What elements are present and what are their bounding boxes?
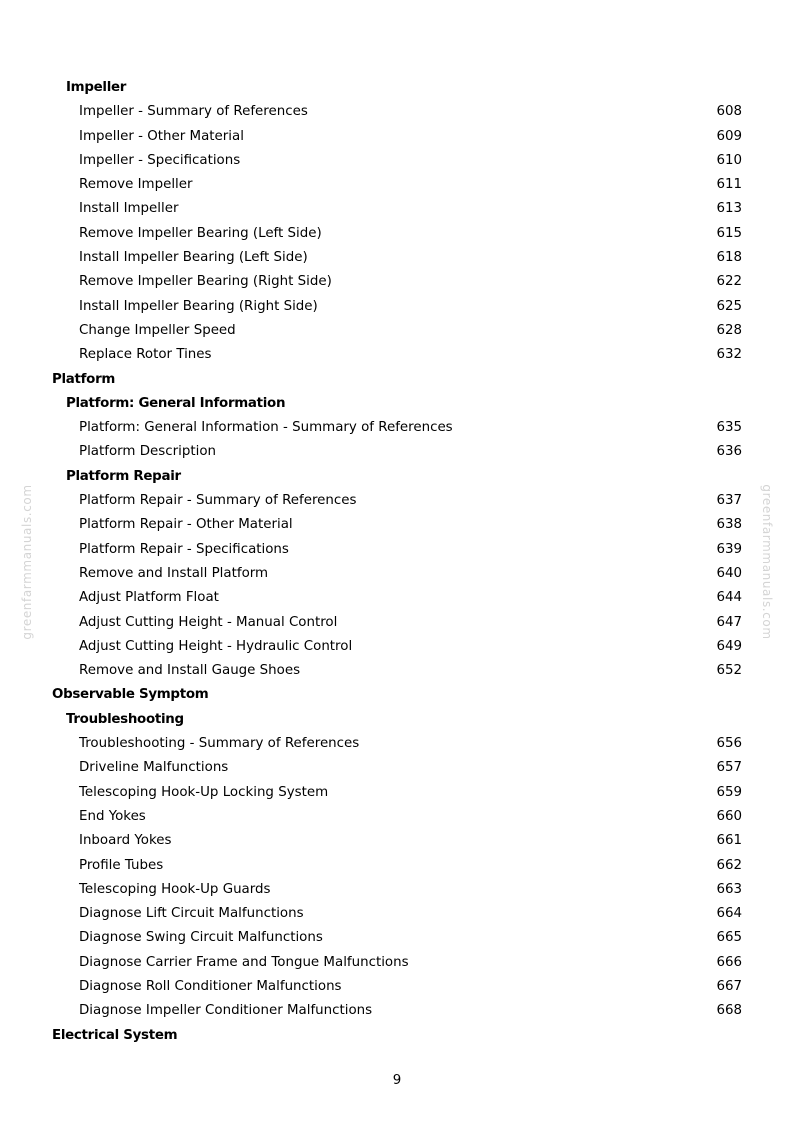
toc-entry[interactable]: [0, 854, 794, 878]
toc-section: [0, 76, 794, 100]
toc-page-number[interactable]: 657: [716, 760, 742, 776]
toc-entry-title[interactable]: Remove and Install Gauge Shoes: [79, 663, 301, 679]
watermark-right: greenfarmmanuals.com: [760, 484, 774, 640]
toc-entry[interactable]: [0, 611, 794, 635]
toc-entry-title[interactable]: Replace Rotor Tines: [79, 347, 212, 363]
toc-page-number[interactable]: 609: [716, 128, 742, 144]
table-of-contents: [0, 76, 794, 1048]
toc-section-title: Platform Repair: [66, 468, 181, 484]
toc-page-number[interactable]: 628: [716, 322, 742, 338]
toc-page-number[interactable]: 636: [716, 444, 742, 460]
toc-entry[interactable]: [0, 173, 794, 197]
toc-entry-title[interactable]: Adjust Platform Float: [79, 590, 219, 606]
toc-entry[interactable]: [0, 586, 794, 610]
toc-page-number[interactable]: 668: [716, 1003, 742, 1019]
toc-page-number[interactable]: 662: [716, 857, 742, 873]
toc-entry-title[interactable]: Adjust Cutting Height - Hydraulic Control: [79, 638, 353, 654]
toc-section: [0, 392, 794, 416]
toc-entry[interactable]: [0, 125, 794, 149]
toc-page-number[interactable]: 637: [716, 493, 742, 509]
toc-chapter-title: Observable Symptom: [52, 687, 209, 703]
toc-entry[interactable]: [0, 149, 794, 173]
toc-entry-title[interactable]: Troubleshooting - Summary of References: [79, 736, 360, 752]
toc-page-number[interactable]: 647: [716, 614, 742, 630]
toc-page-number[interactable]: 610: [716, 152, 742, 168]
toc-section-title: Impeller: [66, 80, 127, 95]
toc-page-number[interactable]: 611: [716, 177, 742, 193]
toc-entry[interactable]: [0, 489, 794, 513]
toc-entry-title[interactable]: Platform Description: [79, 444, 216, 460]
toc-entry[interactable]: [0, 538, 794, 562]
toc-entry-title[interactable]: Diagnose Impeller Conditioner Malfunctions: [79, 1003, 373, 1019]
toc-entry[interactable]: [0, 999, 794, 1023]
toc-entry-title[interactable]: Telescoping Hook-Up Guards: [79, 881, 271, 897]
toc-entry-title[interactable]: Platform Repair - Other Material: [79, 517, 293, 533]
toc-page-number[interactable]: 622: [716, 274, 742, 290]
toc-section-title: Troubleshooting: [66, 711, 184, 727]
toc-entry[interactable]: [0, 440, 794, 464]
toc-page-number[interactable]: 618: [716, 250, 742, 266]
toc-entry[interactable]: [0, 319, 794, 343]
toc-entry[interactable]: [0, 416, 794, 440]
toc-entry[interactable]: [0, 829, 794, 853]
toc-page-number[interactable]: 666: [716, 954, 742, 970]
toc-page-number[interactable]: 667: [716, 978, 742, 994]
toc-entry[interactable]: [0, 756, 794, 780]
toc-entry[interactable]: [0, 659, 794, 683]
toc-page-number[interactable]: 652: [716, 663, 742, 679]
toc-entry-title[interactable]: Remove Impeller: [79, 177, 193, 193]
toc-entry[interactable]: [0, 781, 794, 805]
toc-entry-title[interactable]: Telescoping Hook-Up Locking System: [79, 784, 329, 800]
toc-entry[interactable]: [0, 975, 794, 999]
toc-page-number[interactable]: 635: [716, 420, 742, 436]
watermark-left: greenfarmmanuals.com: [20, 484, 34, 640]
toc-entry[interactable]: [0, 246, 794, 270]
toc-entry[interactable]: [0, 270, 794, 294]
toc-page-number[interactable]: 661: [716, 833, 742, 849]
toc-entry-title[interactable]: Platform Repair - Specifications: [79, 541, 289, 557]
toc-entry-title[interactable]: Inboard Yokes: [79, 833, 172, 849]
toc-entry[interactable]: [0, 197, 794, 221]
toc-entry-title[interactable]: Impeller - Specifications: [79, 152, 241, 168]
toc-entry-title[interactable]: Diagnose Swing Circuit Malfunctions: [79, 930, 323, 946]
toc-page-number[interactable]: 625: [716, 298, 742, 314]
toc-entry[interactable]: [0, 635, 794, 659]
toc-entry[interactable]: [0, 100, 794, 124]
toc-page-number[interactable]: 660: [716, 808, 742, 824]
toc-chapter-title: Platform: [52, 371, 116, 387]
toc-entry-title[interactable]: Driveline Malfunctions: [79, 760, 229, 776]
toc-entry-title[interactable]: Profile Tubes: [79, 857, 164, 873]
toc-entry-title[interactable]: Impeller - Other Material: [79, 128, 244, 144]
toc-chapter: [0, 368, 794, 392]
toc-entry[interactable]: [0, 295, 794, 319]
toc-section: [0, 465, 794, 489]
toc-entry[interactable]: [0, 951, 794, 975]
toc-entry[interactable]: [0, 926, 794, 950]
toc-page-number[interactable]: 664: [716, 906, 742, 922]
toc-page-number[interactable]: 615: [716, 225, 742, 241]
toc-entry[interactable]: [0, 343, 794, 367]
toc-entry-title[interactable]: Change Impeller Speed: [79, 322, 236, 338]
toc-chapter: [0, 683, 794, 707]
toc-page-number[interactable]: 639: [716, 541, 742, 557]
toc-entry-title[interactable]: Diagnose Lift Circuit Malfunctions: [79, 906, 304, 922]
toc-entry-title[interactable]: Install Impeller: [79, 201, 179, 217]
toc-entry-title[interactable]: Remove and Install Platform: [79, 565, 269, 581]
toc-entry-title[interactable]: Platform Repair - Summary of References: [79, 493, 357, 509]
toc-entry-title[interactable]: Platform: General Information - Summary of References: [79, 420, 453, 436]
toc-entry[interactable]: [0, 562, 794, 586]
toc-entry-title[interactable]: Diagnose Roll Conditioner Malfunctions: [79, 978, 342, 994]
toc-section-title: Platform: General Information: [66, 395, 286, 411]
toc-entry[interactable]: [0, 513, 794, 537]
toc-entry-title[interactable]: Remove Impeller Bearing (Right Side): [79, 274, 332, 290]
toc-chapter-title: Electrical System: [52, 1027, 178, 1043]
toc-page-number[interactable]: 608: [716, 104, 742, 120]
toc-entry-title[interactable]: Install Impeller Bearing (Left Side): [79, 250, 308, 266]
toc-page-number[interactable]: 638: [716, 517, 742, 533]
toc-entry-title[interactable]: End Yokes: [79, 808, 146, 824]
toc-page-number[interactable]: 644: [716, 590, 742, 606]
toc-page-number[interactable]: 656: [716, 736, 742, 752]
toc-entry-title[interactable]: Impeller - Summary of References: [79, 104, 308, 120]
toc-page-number[interactable]: 663: [716, 881, 742, 897]
toc-entry[interactable]: [0, 805, 794, 829]
toc-page-number[interactable]: 640: [716, 565, 742, 581]
toc-page-number[interactable]: 665: [716, 930, 742, 946]
toc-section: [0, 708, 794, 732]
toc-entry[interactable]: [0, 902, 794, 926]
toc-chapter: [0, 1024, 794, 1048]
toc-entry-title[interactable]: Remove Impeller Bearing (Left Side): [79, 225, 322, 241]
toc-page-number[interactable]: 613: [716, 201, 742, 217]
toc-entry-title[interactable]: Diagnose Carrier Frame and Tongue Malfunctions: [79, 954, 409, 970]
page-number: 9: [392, 1073, 402, 1088]
toc-entry-title[interactable]: Adjust Cutting Height - Manual Control: [79, 614, 338, 630]
toc-entry[interactable]: [0, 222, 794, 246]
toc-page-number[interactable]: 649: [716, 638, 742, 654]
toc-entry[interactable]: [0, 732, 794, 756]
toc-entry-title[interactable]: Install Impeller Bearing (Right Side): [79, 298, 318, 314]
toc-page-number[interactable]: 632: [716, 347, 742, 363]
toc-page-number[interactable]: 659: [716, 784, 742, 800]
toc-entry[interactable]: [0, 878, 794, 902]
